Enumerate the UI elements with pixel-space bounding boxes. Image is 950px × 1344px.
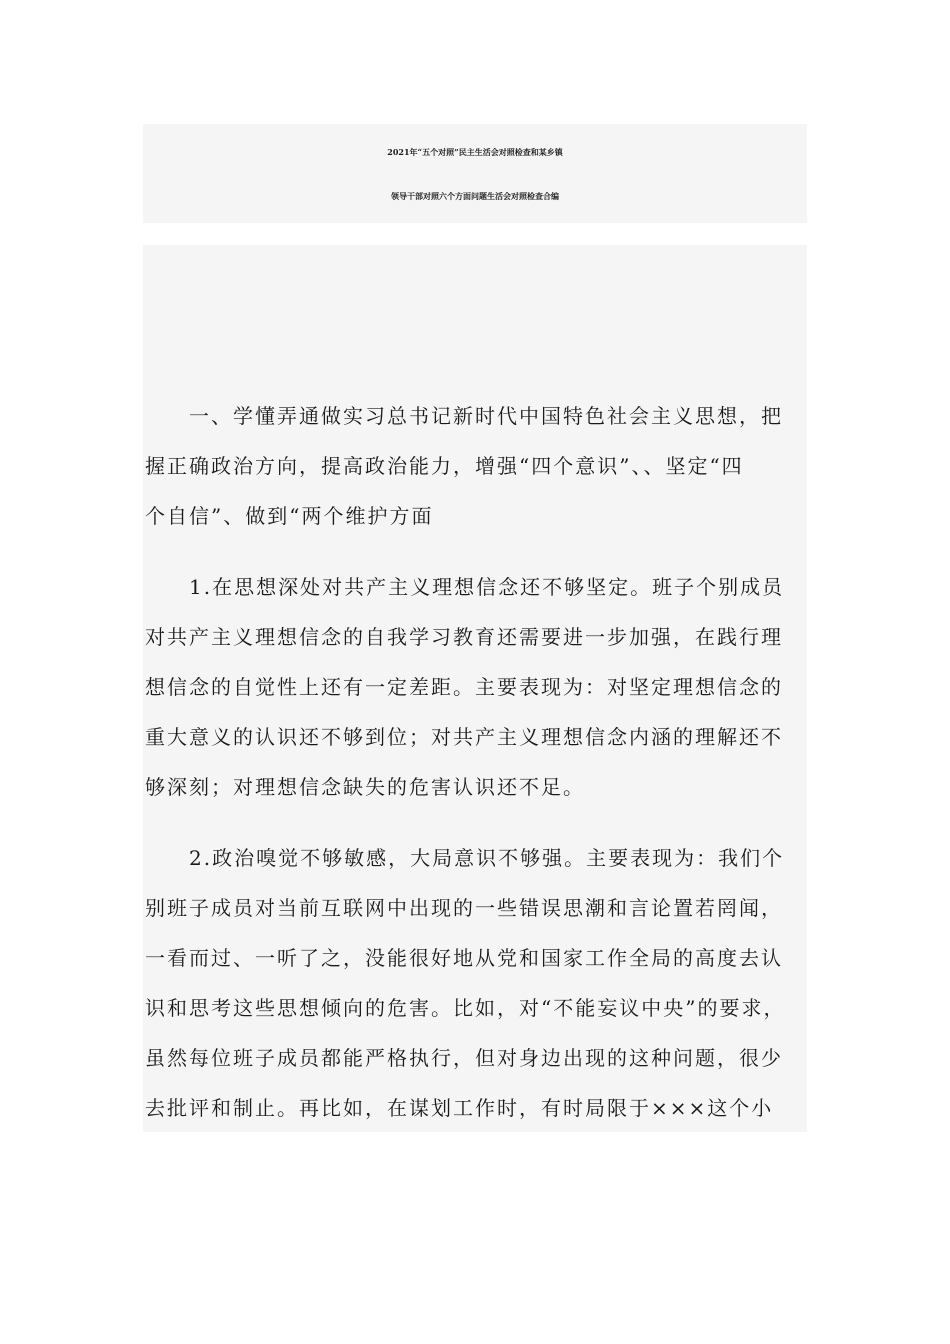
paragraph-2-line-1: 1.在思想深处对共产主义理想信念还不够坚定。班子个别成员	[145, 575, 785, 599]
paragraph-3-line-2: 别班子成员对当前互联网中出现的一些错误思潮和言论置若罔闻，	[145, 896, 783, 920]
paragraph-3-line-3: 一看而过、一听了之，没能很好地从党和国家工作全局的高度去认	[145, 946, 783, 970]
section-subtitle	[143, 331, 807, 361]
paragraph-3-line-6: 去批评和制止。再比如，在谋划工作时，有时局限于×××这个小	[145, 1096, 774, 1120]
paragraph-2-line-4: 重大意义的认识还不够到位；对共产主义理想信念内涵的理解还不	[145, 725, 783, 749]
title-line-2: 领导干部对照六个方面问题生活会对照检查合编	[391, 191, 559, 201]
paragraph-1-line-1: 一、学懂弄通做实习总书记新时代中国特色社会主义思想，把	[145, 404, 783, 428]
paragraph-3-line-5: 虽然每位班子成员都能严格执行，但对身边出现的这种问题，很少	[145, 1046, 783, 1070]
paragraph-1-line-3: 个自信”、做到“两个维护方面	[145, 504, 434, 528]
document-title	[143, 124, 807, 223]
paragraph-1-line-2: 握正确政治方向，提高政治能力，增强“四个意识”、、坚定“四	[145, 454, 744, 478]
paragraph-2-line-5: 够深刻；对理想信念缺失的危害认识还不足。	[145, 775, 585, 799]
paragraph-3-line-4: 识和思考这些思想倾向的危害。比如，对“不能妄议中央”的要求，	[145, 996, 786, 1020]
title-line-1: 2021年“五个对照”民主生活会对照检查和某乡镇	[387, 147, 563, 157]
document-body	[143, 245, 807, 1132]
paragraph-3-line-1: 2.政治嗅觉不够敏感，大局意识不够强。主要表现为：我们个	[145, 846, 785, 870]
paragraph-2-line-3: 想信念的自觉性上还有一定差距。主要表现为：对坚定理想信念的	[145, 675, 783, 699]
paragraph-2-line-2: 对共产主义理想信念的自我学习教育还需要进一步加强，在践行理	[145, 625, 783, 649]
